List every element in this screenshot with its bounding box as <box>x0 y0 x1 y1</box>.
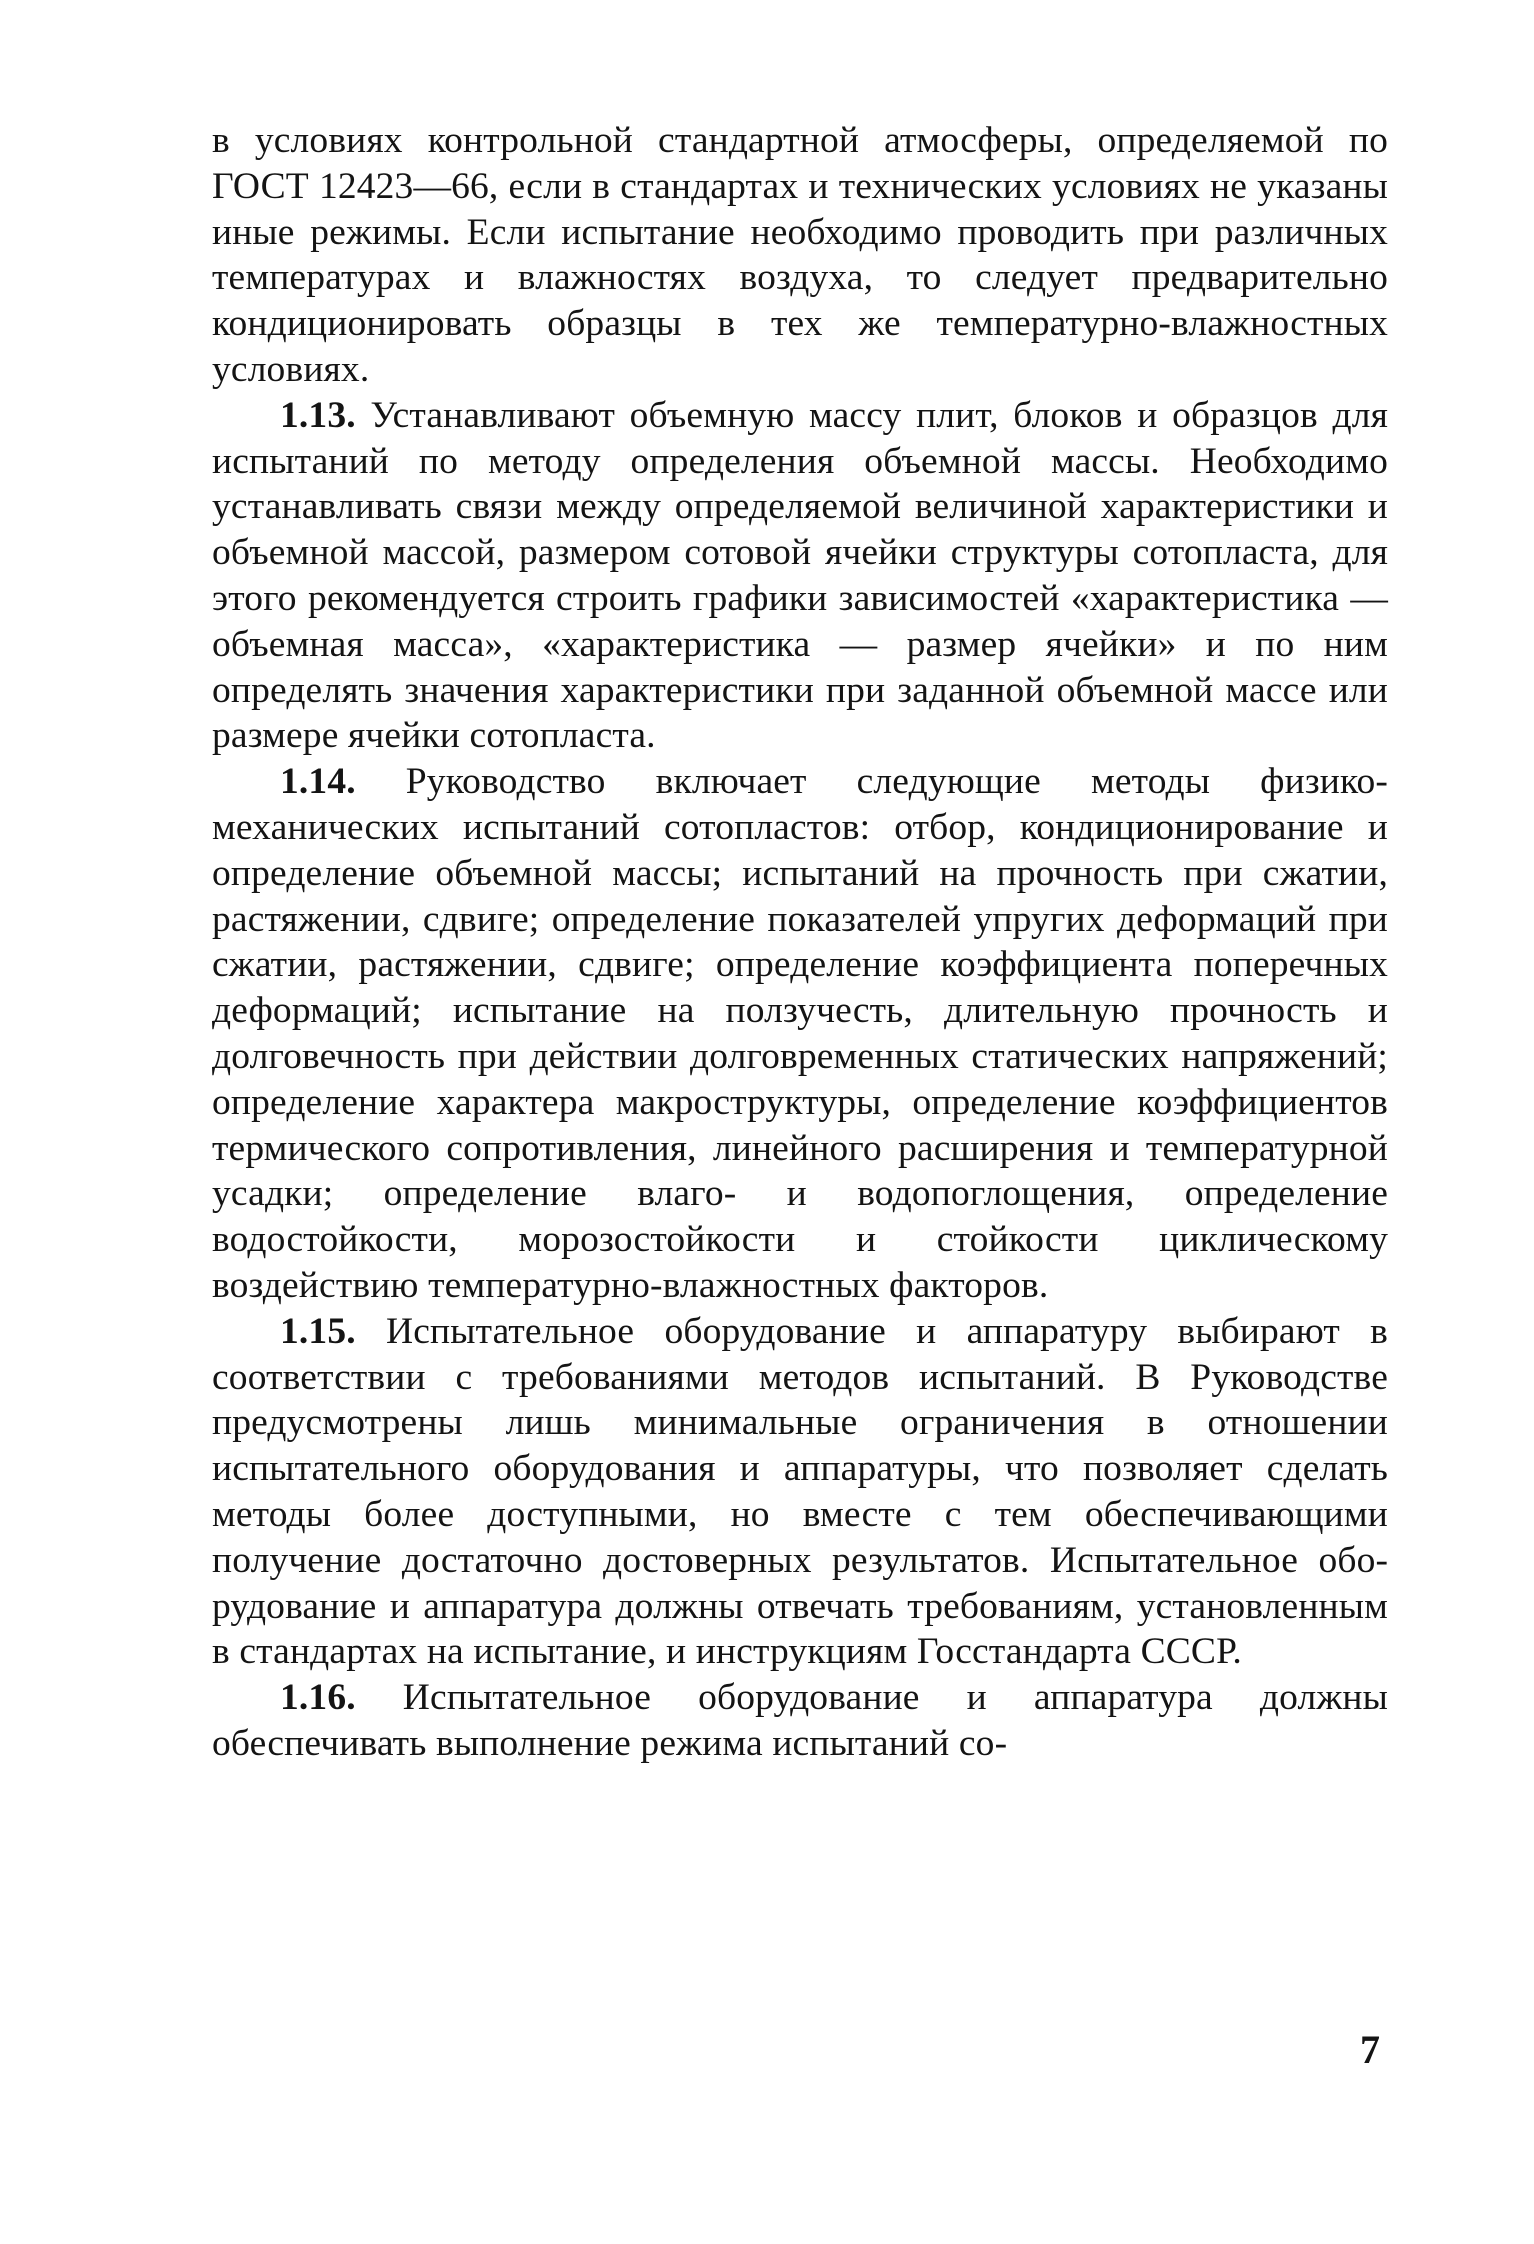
section-number: 1.14. <box>280 761 356 803</box>
section-number: 1.13. <box>280 394 356 436</box>
document-page <box>212 118 1388 1767</box>
section-1-16 <box>212 1675 1388 1767</box>
section-text: Испытательное оборудование и аппаратуру выбирают в соответствии с требованиями методов испытаний. В Руководстве предусмотрены лишь минимальные ограничения в отношении испытательного оборудования и аппаратуры, что позволяет сделать методы более доступными, но вместе с тем обеспечивающими получение достаточно достоверных результатов. Испытательное оборудование и аппаратура должны отвечать требованиям, установленным в стандартах на испытание, и инструкциям Госстандарта СССР. <box>212 1310 1388 1673</box>
section-text: Устанавливают объемную массу плит, блоков и образцов для испытаний по методу определения объемной массы. Необходимо устанавливать связи между определяемой величиной характеристики и объемной массой, размером сотовой ячейки структуры сотопласта, для этого рекомендуется строить графики зависимостей «характеристика — объемная масса», «характеристика — размер ячейки» и по ним определять значения характеристики при заданной объемной массе или размере ячейки сотопласта. <box>212 394 1388 757</box>
page-number: 7 <box>1360 2027 1380 2072</box>
section-1-13 <box>212 393 1388 759</box>
opening-paragraph: в условиях контрольной стандартной атмосферы, определяемой по ГОСТ 12423—66, если в стандартах и технических условиях не указаны иные режимы. Если испытание необходимо проводить при различных температурах и влажностях воздуха, то следует предварительно кондиционировать образцы в тех же температурно-влажностных условиях. <box>212 120 1388 390</box>
section-text: Руководство включает следующие методы физико-механических испытаний сотопластов: отбор, кондиционирование и определение объемной массы; испытаний на прочность при сжатии, растяжении, сдвиге; определение показателей упругих деформаций при сжатии, растяжении, сдвиге; определение коэффициента поперечных деформаций; испытание на ползучесть, длительную прочность и долговечность при действии долговременных статических напряжений; определение характера макроструктуры, определение коэффициентов термического сопротивления, линейного расширения и температурной усадки; определение влаго- и водопоглощения, определение водостойкости, морозостойкости и стойкости циклическому воздействию температурно-влажностных факторов. <box>212 761 1388 1306</box>
section-text: Испытательное оборудование и аппаратура должны обеспечивать выполнение режима испытаний со- <box>212 1677 1388 1764</box>
section-1-14 <box>212 759 1388 1309</box>
section-1-15 <box>212 1309 1388 1675</box>
section-number: 1.16. <box>280 1677 356 1719</box>
section-number: 1.15. <box>280 1310 356 1352</box>
